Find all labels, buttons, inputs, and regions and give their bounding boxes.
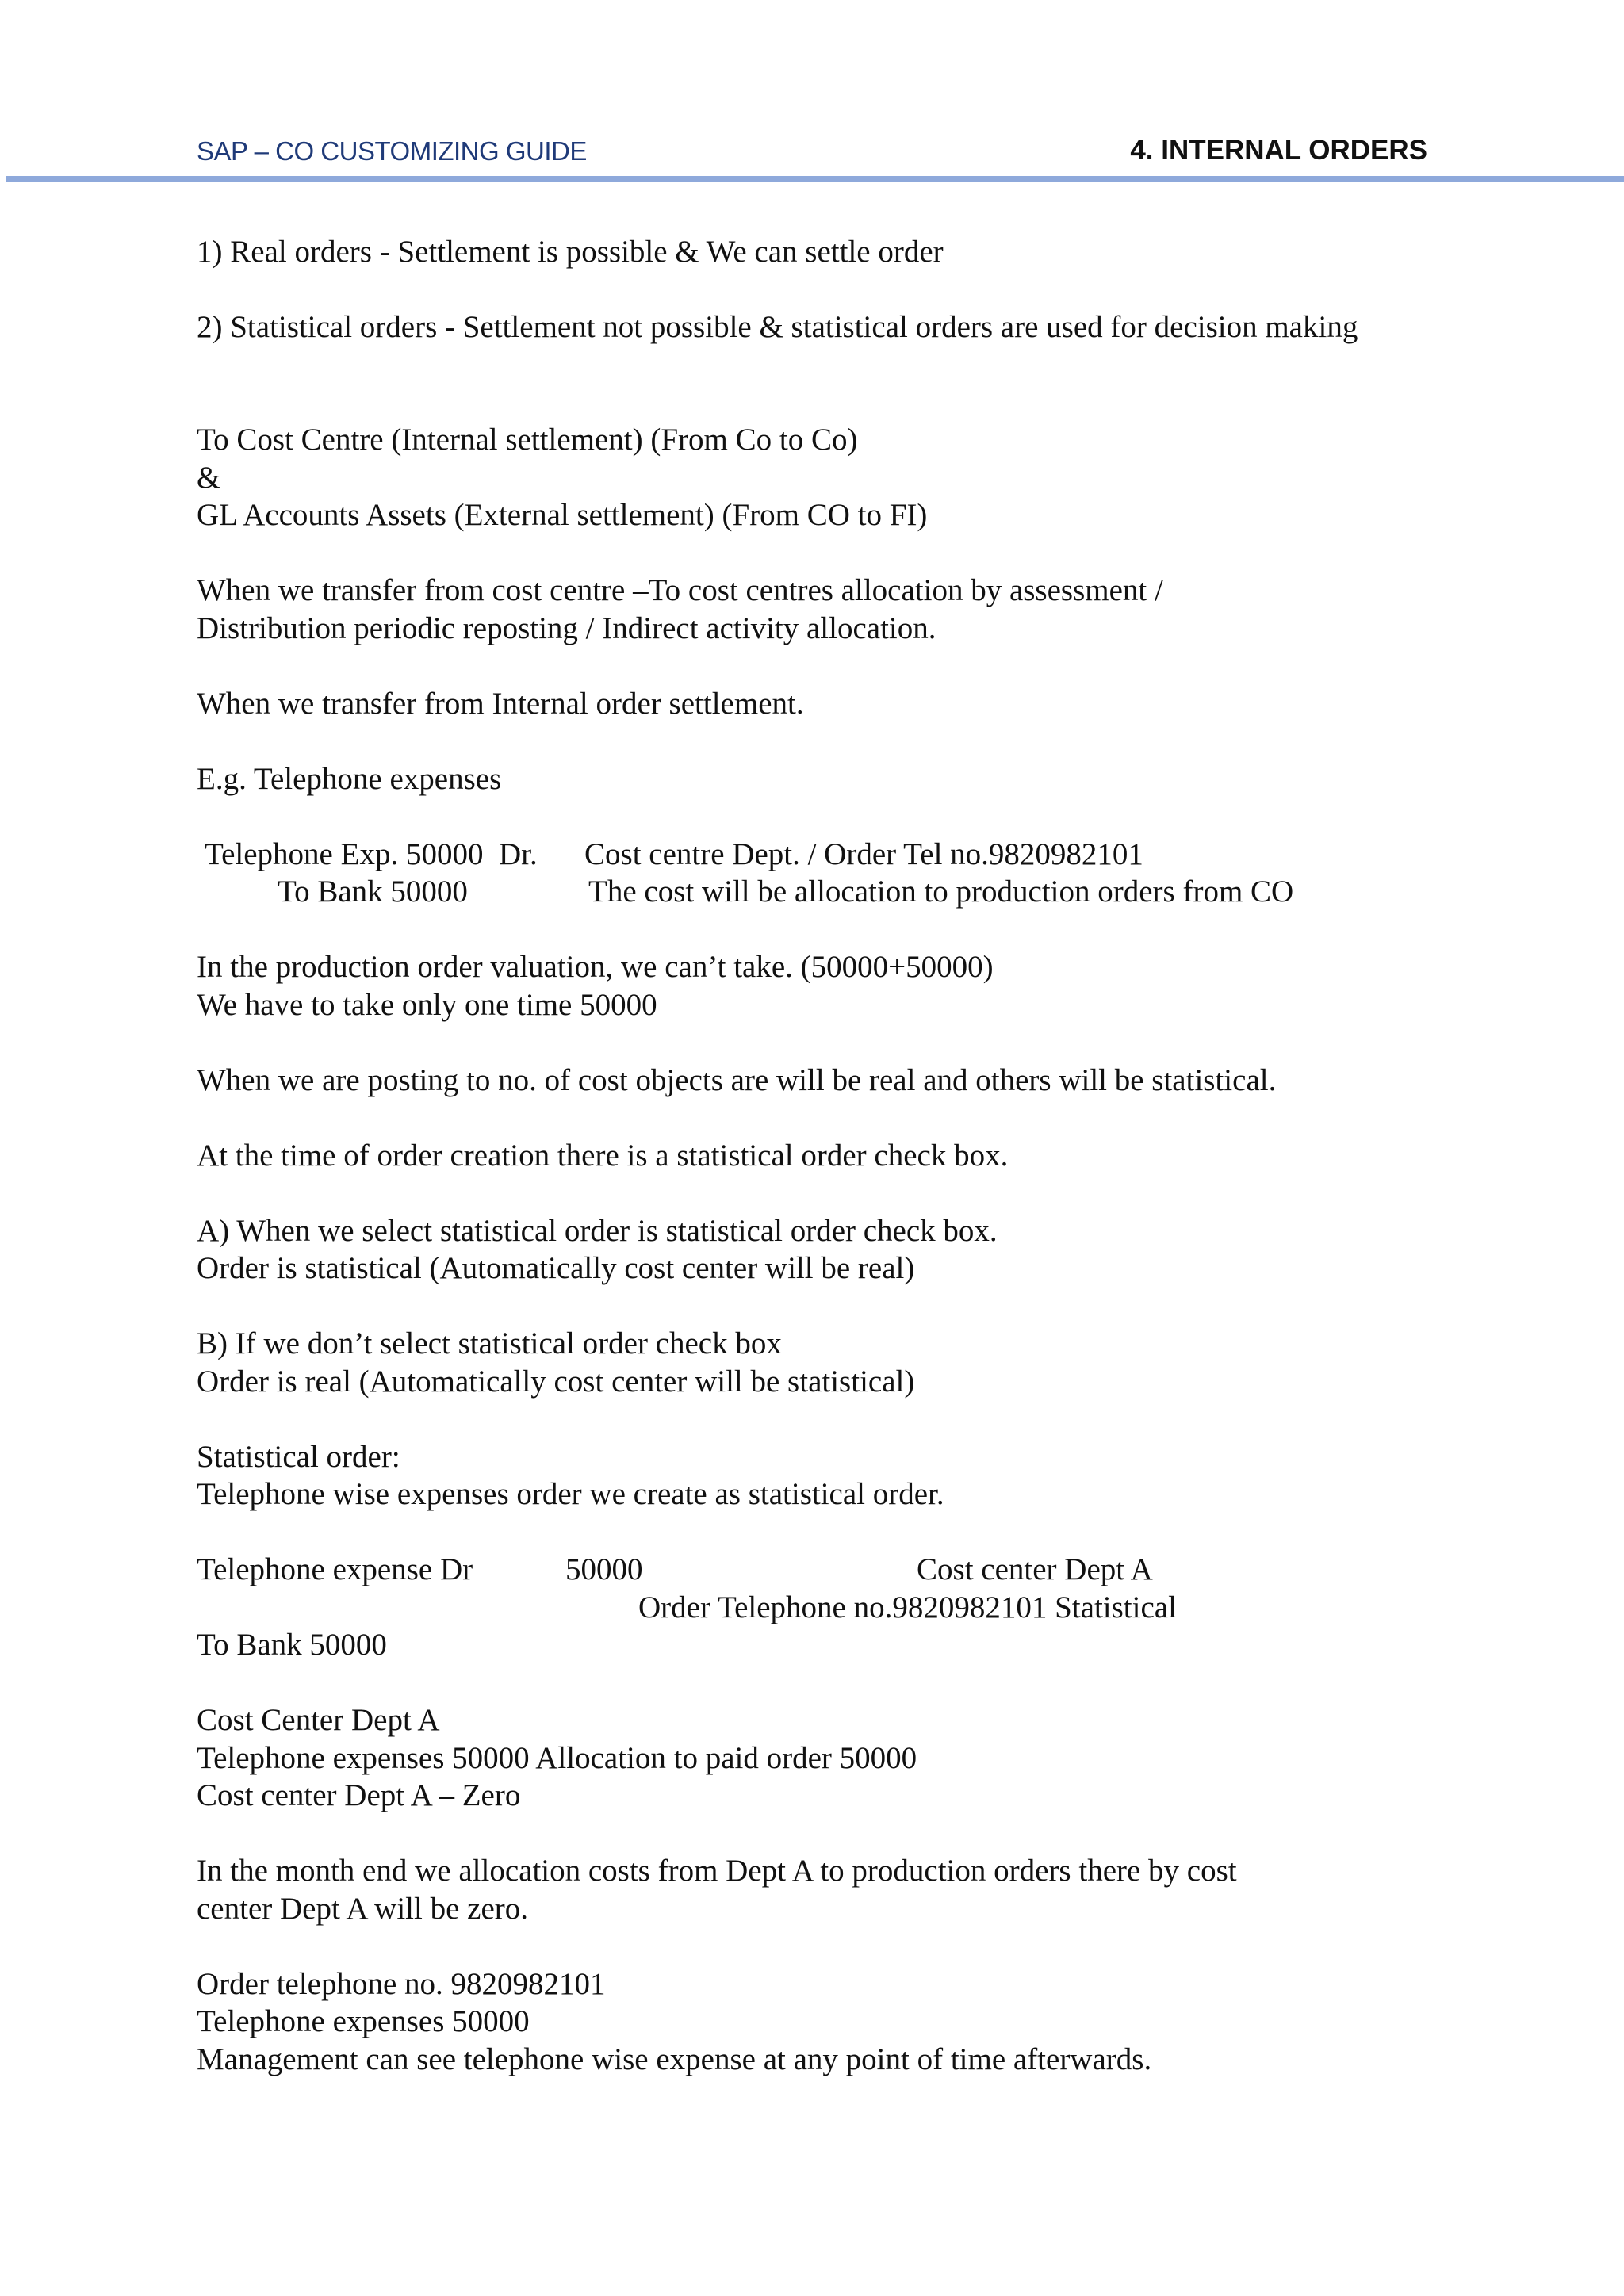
chapter-title: 4. INTERNAL ORDERS [1130,135,1427,166]
journal-entry-note: Order Telephone no.9820982101 Statistical [638,1590,1177,1624]
text-line: & [197,461,221,495]
text-line: Telephone expenses 50000 [197,2004,530,2038]
text-line: Telephone wise expenses order we create as statistical order. [197,1477,944,1511]
journal-entry-debit: Telephone Exp. 50000 Dr. [205,837,538,871]
journal-entry-credit: To Bank 50000 [278,874,468,909]
text-line: Order telephone no. 9820982101 [197,1967,606,2001]
text-line: Distribution periodic reposting / Indirect activity allocation. [197,611,936,645]
text-line: In the month end we allocation costs from Dept A to production orders there by cost [197,1854,1237,1888]
text-line: At the time of order creation there is a statistical order check box. [197,1138,1009,1173]
text-line: GL Accounts Assets (External settlement) (From CO to FI) [197,498,928,532]
text-line: We have to take only one time 50000 [197,988,657,1022]
text-line: Statistical order: [197,1440,400,1474]
text-line: B) If we don’t select statistical order check box [197,1326,782,1360]
journal-entry-amount: 50000 [565,1552,643,1586]
text-line: center Dept A will be zero. [197,1892,529,1926]
text-line: Order is real (Automatically cost center will be statistical) [197,1364,915,1399]
text-line: When we are posting to no. of cost objects are will be real and others will be statistical. [197,1063,1277,1097]
document-title: SAP – CO CUSTOMIZING GUIDE [197,136,587,166]
journal-entry-note: Cost centre Dept. / Order Tel no.9820982101 [584,837,1143,871]
text-line: To Cost Centre (Internal settlement) (From Co to Co) [197,423,858,457]
text-line: Order is statistical (Automatically cost center will be real) [197,1251,915,1285]
text-line: A) When we select statistical order is statistical order check box. [197,1214,998,1248]
text-line: When we transfer from Internal order settlement. [197,687,804,721]
header-divider [6,176,1624,182]
text-line: When we transfer from cost centre –To cost centres allocation by assessment / [197,573,1163,607]
text-line: E.g. Telephone expenses [197,762,502,796]
journal-entry-note: The cost will be allocation to production orders from CO [588,874,1294,909]
text-line: Cost center Dept A – Zero [197,1778,521,1812]
journal-entry-note: Cost center Dept A [917,1552,1153,1586]
text-line: Telephone expenses 50000 Allocation to paid order 50000 [197,1741,917,1775]
text-line: Cost Center Dept A [197,1703,440,1737]
text-line: Management can see telephone wise expense at any point of time afterwards. [197,2042,1152,2076]
text-line: In the production order valuation, we can’t take. (50000+50000) [197,950,994,984]
journal-entry-credit: To Bank 50000 [197,1628,387,1662]
text-line: 1) Real orders - Settlement is possible & We can settle order [197,235,944,269]
journal-entry-debit: Telephone expense Dr [197,1552,473,1586]
text-line: 2) Statistical orders - Settlement not possible & statistical orders are used for decision making [197,310,1358,344]
